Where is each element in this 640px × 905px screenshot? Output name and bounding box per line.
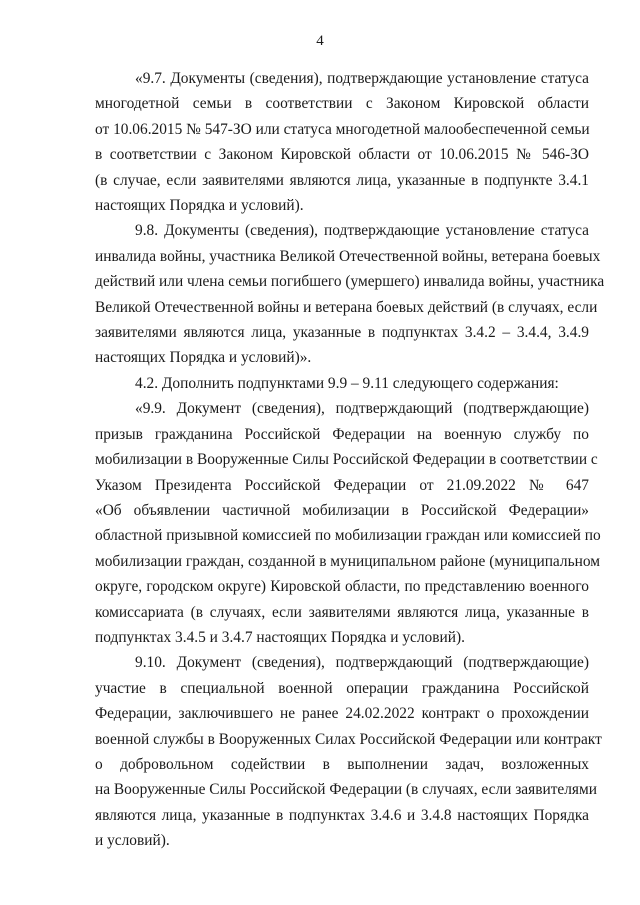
text-line: «9.9. Документ (сведения), подтверждающий (подтверждающие) (135, 400, 589, 418)
text-line: многодетной семьи в соответствии с Законом Кировской области (95, 95, 589, 113)
text-line: 4.2. Дополнить подпунктами 9.9 – 9.11 следующего содержания: (135, 374, 559, 392)
paragraph-4-2 (95, 371, 589, 396)
text-line: военной службы в Вооруженных Силах Российской Федерации или контракт (95, 730, 602, 748)
text-line: 9.10. Документ (сведения), подтверждающий (подтверждающие) (135, 654, 589, 672)
text-line: от 10.06.2015 № 547-ЗО или статуса многодетной малообеспеченной семьи (95, 120, 590, 138)
text-line: настоящих Порядка и условий)». (95, 349, 312, 367)
text-line: действий или члена семьи погибшего (умершего) инвалида войны, участника (95, 273, 605, 291)
paragraph-9-9 (95, 396, 601, 650)
text-line: настоящих Порядка и условий). (95, 197, 304, 215)
paragraph-9-7 (95, 66, 589, 218)
text-line: на Вооруженные Силы Российской Федерации (в случаях, если заявителями (95, 781, 597, 799)
text-line: подпунктах 3.4.5 и 3.4.7 настоящих Порядка и условий). (95, 628, 465, 646)
text-line: мобилизации в Вооруженные Силы Российской Федерации в соответствии с (95, 451, 598, 469)
text-line: и условий). (95, 832, 170, 850)
text-line: являются лица, указанные в подпунктах 3.4.6 и 3.4.8 настоящих Порядка (95, 806, 589, 824)
text-line: инвалида войны, участника Великой Отечественной войны, ветерана боевых (95, 247, 601, 265)
text-line: «9.7. Документы (сведения), подтверждающие установление статуса (135, 70, 589, 87)
text-line: в соответствии с Законом Кировской области от 10.06.2015 № 546-ЗО (95, 146, 589, 164)
text-line: заявителями являются лица, указанные в подпунктах 3.4.2 – 3.4.4, 3.4.9 (95, 324, 589, 342)
text-line: «Об объявлении частичной мобилизации в Российской Федерации» (95, 501, 589, 519)
text-line: Федерации, заключившего не ранее 24.02.2022 контракт о прохождении (95, 705, 589, 723)
paragraph-9-8 (95, 218, 605, 370)
text-line: Указом Президента Российской Федерации от 21.09.2022 № 647 (95, 476, 589, 494)
text-line: призыв гражданина Российской Федерации на военную службу по (95, 425, 589, 443)
text-line: округе, городском округе) Кировской области, по представлению военного (95, 578, 589, 596)
text-line: комиссариата (в случаях, если заявителями являются лица, указанные в (95, 603, 589, 621)
page-number: 4 (316, 33, 324, 49)
paragraph-9-10 (95, 650, 602, 853)
text-line: о добровольном содействии в выполнении задач, возложенных (95, 755, 589, 773)
text-line: (в случае, если заявителями являются лица, указанные в подпункте 3.4.1 (95, 171, 589, 189)
text-line: Великой Отечественной войны и ветерана боевых действий (в случаях, если (95, 298, 598, 316)
text-line: 9.8. Документы (сведения), подтверждающие установление статуса (135, 222, 589, 240)
text-line: областной призывной комиссией по мобилизации граждан или комиссией по (95, 527, 601, 545)
text-line: участие в специальной военной операции гражданина Российской (95, 679, 589, 697)
text-line: мобилизации граждан, созданной в муниципальном районе (муниципальном (95, 552, 600, 570)
document-body (95, 66, 605, 854)
